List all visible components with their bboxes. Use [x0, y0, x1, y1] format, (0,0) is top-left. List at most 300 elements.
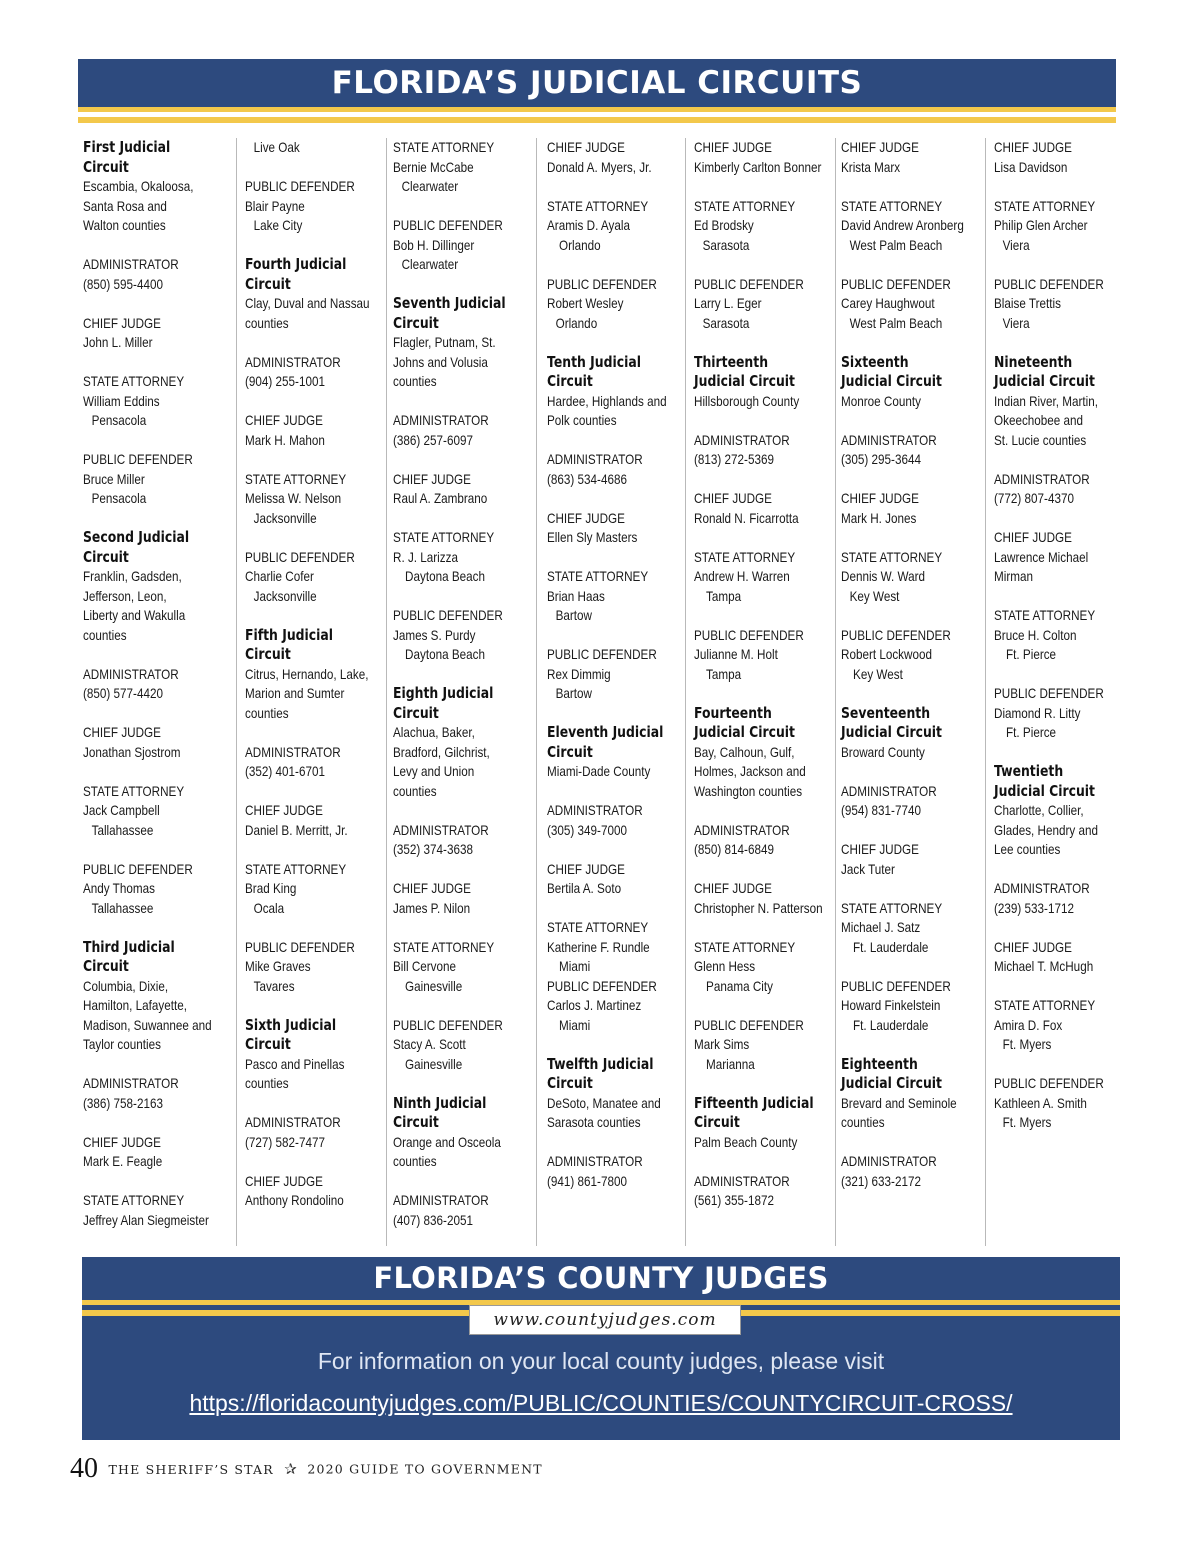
county-judges-title: FLORIDA’S COUNTY JUDGES — [373, 1261, 829, 1295]
spacer — [245, 782, 391, 802]
circuit-heading: Circuit — [547, 1074, 593, 1092]
entry-line: Rex Dimmig — [547, 666, 611, 682]
spacer — [994, 860, 1140, 880]
entry-line: Daytona Beach — [405, 569, 485, 584]
entry-line: (305) 295-3644 — [841, 452, 921, 467]
entry-line: Andrew H. Warren — [694, 569, 790, 584]
circuit-heading: Sixteenth — [841, 352, 909, 371]
entry-line: Ft. Myers — [1002, 1115, 1052, 1130]
spacer — [245, 918, 391, 938]
entry-line: PUBLIC DEFENDER — [994, 686, 1104, 701]
spacer — [694, 255, 840, 275]
spacer — [393, 197, 539, 217]
spacer — [393, 275, 539, 295]
circuit-heading: Thirteenth — [694, 352, 769, 371]
entry-line: Bay, Calhoun, Gulf, — [694, 744, 795, 760]
entry-line: Julianne M. Holt — [694, 647, 778, 662]
spacer — [547, 782, 693, 802]
spacer — [694, 411, 840, 431]
entry-line: PUBLIC DEFENDER — [393, 1017, 503, 1033]
entry-line: CHIEF JUDGE — [245, 1173, 323, 1189]
entry-line: (813) 272-5369 — [694, 452, 774, 467]
spacer — [245, 528, 391, 548]
entry-line: Live Oak — [253, 140, 300, 155]
spacer — [547, 333, 693, 353]
spacer — [245, 236, 391, 256]
spacer — [547, 548, 693, 568]
entry-line: counties — [393, 783, 437, 799]
entry-line: (352) 374-3638 — [393, 842, 473, 857]
entry-line: CHIEF JUDGE — [694, 491, 772, 506]
entry-line: ADMINISTRATOR — [694, 822, 790, 838]
spacer — [83, 509, 229, 529]
entry-line: counties — [841, 1115, 885, 1130]
circuit-heading: Circuit — [83, 957, 129, 975]
entry-line: Clay, Duval and Nassau — [245, 296, 370, 311]
circuit-heading: Judicial Circuit — [694, 372, 796, 390]
entry-line: STATE ATTORNEY — [393, 939, 495, 955]
entry-line: Amira D. Fox — [994, 1017, 1063, 1033]
gold-stripe — [78, 117, 1116, 123]
entry-line: CHIEF JUDGE — [393, 471, 471, 487]
spacer — [245, 450, 391, 470]
entry-line: STATE ATTORNEY — [83, 374, 185, 389]
circuit-heading: Seventeenth — [841, 703, 931, 722]
spacer — [393, 1074, 539, 1094]
circuit-heading: Third Judicial — [83, 937, 175, 956]
entry-line: CHIEF JUDGE — [694, 881, 772, 896]
entry-line: STATE ATTORNEY — [841, 198, 943, 214]
entry-line: PUBLIC DEFENDER — [841, 627, 951, 643]
entry-line: Clearwater — [401, 179, 459, 194]
entry-line: counties — [245, 705, 289, 721]
entry-line: Lake City — [253, 218, 303, 233]
circuit-heading: Judicial Circuit — [694, 723, 796, 741]
entry-line: Tampa — [706, 588, 742, 604]
entry-line: Stacy A. Scott — [393, 1037, 466, 1052]
entry-line: Carlos J. Martinez — [547, 998, 642, 1013]
spacer — [841, 411, 987, 431]
entry-line: Ft. Pierce — [1006, 647, 1057, 662]
entry-line: Ed Brodsky — [694, 218, 754, 233]
spacer — [994, 665, 1140, 685]
entry-line: counties — [83, 627, 127, 643]
spacer — [245, 333, 391, 353]
entry-line: Tavares — [253, 978, 295, 994]
entry-line: (954) 831-7740 — [841, 803, 921, 818]
entry-line: West Palm Beach — [849, 315, 943, 331]
entry-line: Melissa W. Nelson — [245, 491, 342, 506]
spacer — [694, 996, 840, 1016]
entry-line: STATE ATTORNEY — [547, 198, 649, 214]
entry-line: STATE ATTORNEY — [694, 939, 796, 955]
entry-line: Glades, Hendry and — [994, 822, 1098, 838]
entry-line: STATE ATTORNEY — [393, 530, 495, 545]
entry-line: CHIEF JUDGE — [245, 413, 323, 428]
entry-line: counties — [393, 374, 437, 389]
entry-line: Taylor counties — [83, 1037, 161, 1052]
entry-line: ADMINISTRATOR — [547, 803, 643, 818]
spacer — [694, 1152, 840, 1172]
circuit-heading: Twentieth — [994, 762, 1064, 780]
entry-line: DeSoto, Manatee and — [547, 1095, 661, 1111]
entry-line: Kimberly Carlton Bonner — [694, 159, 822, 175]
entry-line: (305) 349-7000 — [547, 822, 627, 838]
spacer — [841, 470, 987, 490]
entry-line: West Palm Beach — [849, 237, 943, 253]
entry-line: Jeffrey Alan Siegmeister — [83, 1212, 209, 1228]
entry-line: James P. Nilon — [393, 900, 471, 916]
spacer — [547, 177, 693, 197]
circuit-heading: Sixth Judicial — [245, 1015, 337, 1034]
spacer — [83, 918, 229, 938]
spacer — [694, 470, 840, 490]
entry-line: Orlando — [559, 237, 601, 253]
column-2 — [236, 138, 386, 1246]
entry-line: PUBLIC DEFENDER — [547, 276, 657, 292]
spacer — [994, 1055, 1140, 1075]
entry-line: ADMINISTRATOR — [83, 1076, 179, 1091]
entry-line: Michael T. McHugh — [994, 959, 1094, 974]
entry-line: STATE ATTORNEY — [83, 1193, 185, 1208]
entry-line: STATE ATTORNEY — [841, 549, 943, 565]
spacer — [245, 840, 391, 860]
spacer — [841, 684, 987, 704]
entry-line: ADMINISTRATOR — [393, 1193, 489, 1208]
column-4 — [536, 138, 685, 1246]
page-number: 40 — [70, 1453, 98, 1484]
entry-line: Brevard and Seminole — [841, 1095, 957, 1111]
entry-line: Charlie Cofer — [245, 569, 314, 584]
entry-line: Glenn Hess — [694, 959, 756, 974]
entry-line: Aramis D. Ayala — [547, 218, 630, 233]
entry-line: CHIEF JUDGE — [547, 140, 625, 155]
entry-line: ADMINISTRATOR — [83, 257, 179, 272]
entry-line: Michael J. Satz — [841, 920, 921, 935]
entry-line: Pensacola — [91, 491, 147, 506]
entry-line: Jefferson, Leon, — [83, 588, 167, 604]
circuit-heading: Judicial Circuit — [994, 781, 1096, 800]
spacer — [841, 255, 987, 275]
spacer — [245, 606, 391, 626]
spacer — [393, 860, 539, 880]
spacer — [393, 450, 539, 470]
entry-line: Hardee, Highlands and — [547, 393, 667, 409]
entry-line: ADMINISTRATOR — [841, 432, 937, 448]
entry-line: (941) 861-7800 — [547, 1173, 627, 1189]
entry-line: ADMINISTRATOR — [393, 822, 489, 838]
spacer — [841, 879, 987, 899]
entry-line: Polk counties — [547, 413, 617, 428]
entry-line: Viera — [1002, 237, 1030, 253]
entry-line: Brian Haas — [547, 588, 605, 604]
circuit-heading: Circuit — [547, 372, 593, 390]
entry-line: (850) 814-6849 — [694, 842, 774, 857]
spacer — [994, 977, 1140, 997]
entry-line: Robert Lockwood — [841, 647, 932, 662]
spacer — [393, 996, 539, 1016]
entry-line: Ft. Pierce — [1006, 725, 1057, 740]
entry-line: Levy and Union — [393, 764, 475, 779]
entry-line: Ft. Lauderdale — [853, 1017, 929, 1033]
page-title: FLORIDA’S JUDICIAL CIRCUITS — [331, 65, 863, 101]
entry-line: PUBLIC DEFENDER — [393, 608, 503, 623]
entry-line: Howard Finkelstein — [841, 998, 941, 1013]
entry-line: Blaise Trettis — [994, 296, 1061, 311]
entry-line: Jacksonville — [253, 510, 317, 526]
entry-line: Hamilton, Lafayette, — [83, 998, 187, 1013]
entry-line: Broward County — [841, 744, 925, 760]
entry-line: (239) 533-1712 — [994, 900, 1074, 916]
entry-line: (561) 355-1872 — [694, 1193, 774, 1208]
entry-line: Ellen Sly Masters — [547, 530, 638, 545]
entry-line: CHIEF JUDGE — [245, 803, 323, 818]
column-1 — [83, 138, 235, 1246]
entry-line: (386) 758-2163 — [83, 1095, 163, 1111]
circuit-heading: Circuit — [245, 645, 291, 663]
entry-line: STATE ATTORNEY — [547, 920, 649, 935]
entry-line: Mark E. Feagle — [83, 1154, 163, 1169]
entry-line: PUBLIC DEFENDER — [245, 939, 355, 955]
spacer — [994, 743, 1140, 763]
spacer — [393, 801, 539, 821]
entry-line: Daytona Beach — [405, 647, 485, 662]
spacer — [83, 704, 229, 724]
spacer — [393, 392, 539, 412]
entry-line: STATE ATTORNEY — [245, 471, 347, 487]
circuits-grid — [78, 138, 1120, 1250]
circuit-heading: Ninth Judicial — [393, 1093, 487, 1112]
spacer — [841, 957, 987, 977]
county-judges-site-link[interactable]: www.countyjudges.com — [469, 1305, 741, 1335]
spacer — [841, 1035, 987, 1055]
entry-line: Ocala — [253, 900, 285, 916]
spacer — [994, 918, 1140, 938]
entry-line: PUBLIC DEFENDER — [245, 549, 355, 565]
entry-line: PUBLIC DEFENDER — [994, 276, 1104, 292]
entry-line: Mark Sims — [694, 1037, 750, 1052]
entry-line: (727) 582-7477 — [245, 1134, 325, 1150]
entry-line: Lawrence Michael — [994, 549, 1089, 565]
entry-line: Miami — [559, 1017, 591, 1033]
entry-line: Key West — [853, 666, 903, 682]
entry-line: Philip Glen Archer — [994, 218, 1088, 233]
column-7 — [985, 138, 1120, 1246]
entry-line: Orange and Osceola — [393, 1134, 501, 1150]
entry-line: Indian River, Martin, — [994, 393, 1098, 409]
entry-line: William Eddins — [83, 393, 160, 409]
entry-line: Sarasota counties — [547, 1115, 641, 1130]
spacer — [841, 821, 987, 841]
circuit-heading: Tenth Judicial — [547, 352, 641, 371]
circuit-heading: Twelfth Judicial — [547, 1054, 654, 1073]
entry-line: Mike Graves — [245, 959, 311, 974]
entry-line: STATE ATTORNEY — [245, 861, 347, 877]
spacer — [694, 333, 840, 353]
circuit-heading: Eighteenth — [841, 1054, 918, 1073]
entry-line: ADMINISTRATOR — [547, 1154, 643, 1169]
circuit-heading: Nineteenth — [994, 352, 1073, 371]
entry-line: Viera — [1002, 315, 1030, 331]
entry-line: PUBLIC DEFENDER — [694, 276, 804, 292]
entry-line: Gainesville — [405, 978, 463, 994]
spacer — [393, 587, 539, 607]
entry-line: ADMINISTRATOR — [393, 413, 489, 428]
entry-line: STATE ATTORNEY — [547, 569, 649, 584]
entry-line: Ft. Lauderdale — [853, 939, 929, 955]
entry-line: (850) 595-4400 — [83, 276, 163, 292]
entry-line: CHIEF JUDGE — [994, 530, 1072, 545]
circuit-heading: Seventh Judicial — [393, 294, 506, 312]
entry-line: Christopher N. Patterson — [694, 900, 823, 916]
entry-line: Citrus, Hernando, Lake, — [245, 666, 369, 682]
spacer — [694, 801, 840, 821]
entry-line: Bartow — [555, 686, 592, 701]
entry-line: Liberty and Wakulla — [83, 608, 186, 623]
entry-line: Clearwater — [401, 257, 459, 272]
entry-line: STATE ATTORNEY — [994, 608, 1096, 623]
entry-line: CHIEF JUDGE — [547, 510, 625, 526]
entry-line: Alachua, Baker, — [393, 725, 475, 740]
entry-line: Jacksonville — [253, 588, 317, 604]
circuit-heading: Circuit — [694, 1113, 740, 1131]
entry-line: (904) 255-1001 — [245, 374, 325, 389]
entry-line: Okeechobee and — [994, 413, 1084, 428]
spacer — [245, 1094, 391, 1114]
entry-line: Bernie McCabe — [393, 159, 474, 175]
entry-line: STATE ATTORNEY — [393, 140, 495, 155]
circuit-heading: Circuit — [393, 313, 439, 332]
entry-line: Gainesville — [405, 1056, 463, 1072]
entry-line: Lisa Davidson — [994, 159, 1068, 175]
spacer — [83, 294, 229, 314]
spacer — [841, 1133, 987, 1153]
entry-line: (321) 633-2172 — [841, 1173, 921, 1189]
entry-line: (407) 836-2051 — [393, 1212, 473, 1228]
entry-line: CHIEF JUDGE — [841, 491, 919, 506]
spacer — [547, 1133, 693, 1153]
entry-line: (863) 534-4686 — [547, 471, 627, 487]
entry-line: CHIEF JUDGE — [994, 140, 1072, 155]
entry-line: Walton counties — [83, 218, 166, 233]
spacer — [994, 509, 1140, 529]
entry-line: CHIEF JUDGE — [547, 861, 625, 877]
spacer — [83, 431, 229, 451]
entry-line: STATE ATTORNEY — [694, 198, 796, 214]
entry-line: ADMINISTRATOR — [694, 432, 790, 448]
header-banner — [78, 59, 1116, 107]
entry-line: Orlando — [555, 315, 598, 331]
spacer — [994, 255, 1140, 275]
spacer — [841, 333, 987, 353]
spacer — [547, 626, 693, 646]
circuit-heading: Fourteenth — [694, 703, 772, 722]
entry-line: Bob H. Dillinger — [393, 237, 475, 253]
entry-line: Daniel B. Merritt, Jr. — [245, 822, 348, 838]
spacer — [547, 840, 693, 860]
entry-line: Holmes, Jackson and — [694, 764, 806, 779]
entry-line: STATE ATTORNEY — [994, 998, 1096, 1013]
circuit-heading: Second Judicial — [83, 528, 190, 546]
entry-line: Monroe County — [841, 393, 921, 409]
entry-line: Hillsborough County — [694, 393, 800, 409]
entry-line: Sarasota — [702, 315, 750, 331]
entry-line: Tallahassee — [91, 900, 154, 916]
entry-line: ADMINISTRATOR — [694, 1173, 790, 1189]
entry-line: Katherine F. Rundle — [547, 939, 650, 955]
spacer — [994, 450, 1140, 470]
entry-line: Tampa — [706, 666, 742, 682]
entry-line: Bruce H. Colton — [994, 627, 1077, 643]
entry-line: PUBLIC DEFENDER — [841, 276, 951, 292]
entry-line: James S. Purdy — [393, 627, 476, 643]
spacer — [841, 762, 987, 782]
entry-line: Bartow — [555, 608, 592, 623]
entry-line: Robert Wesley — [547, 296, 624, 311]
spacer — [994, 587, 1140, 607]
entry-line: Panama City — [706, 978, 773, 994]
entry-line: CHIEF JUDGE — [994, 939, 1072, 955]
entry-line: Santa Rosa and — [83, 198, 167, 214]
spacer — [245, 392, 391, 412]
entry-line: STATE ATTORNEY — [694, 549, 796, 565]
circuit-heading: First Judicial — [83, 138, 171, 156]
column-3 — [386, 138, 536, 1246]
gold-stripe — [78, 107, 1116, 112]
spacer — [694, 606, 840, 626]
entry-line: Palm Beach County — [694, 1134, 798, 1150]
entry-line: PUBLIC DEFENDER — [83, 452, 193, 467]
entry-line: Larry L. Eger — [694, 296, 762, 311]
entry-line: Pensacola — [91, 413, 147, 428]
entry-line: PUBLIC DEFENDER — [547, 978, 657, 994]
spacer — [245, 1152, 391, 1172]
spacer — [83, 236, 229, 256]
spacer — [83, 1172, 229, 1192]
entry-line: Bertila A. Soto — [547, 881, 622, 896]
entry-line: Jonathan Sjostrom — [83, 744, 181, 760]
entry-line: Bill Cervone — [393, 959, 457, 974]
entry-line: Johns and Volusia — [393, 354, 488, 370]
entry-line: PUBLIC DEFENDER — [841, 978, 951, 994]
entry-line: ADMINISTRATOR — [841, 783, 937, 799]
entry-line: Kathleen A. Smith — [994, 1095, 1087, 1111]
entry-line: counties — [245, 315, 289, 331]
entry-line: Marianna — [706, 1056, 755, 1072]
entry-line: PUBLIC DEFENDER — [83, 861, 193, 877]
entry-line: STATE ATTORNEY — [994, 198, 1096, 214]
entry-line: Flagler, Putnam, St. — [393, 335, 496, 350]
entry-line: Blair Payne — [245, 198, 305, 214]
entry-line: Bruce Miller — [83, 471, 145, 487]
entry-line: Ronald N. Ficarrotta — [694, 510, 799, 526]
guide-title: 2020 GUIDE TO GOVERNMENT — [307, 1461, 543, 1477]
entry-line: Mark H. Mahon — [245, 432, 325, 448]
spacer — [83, 840, 229, 860]
circuit-heading: Judicial Circuit — [841, 723, 943, 741]
entry-line: Raul A. Zambrano — [393, 491, 488, 506]
entry-line: CHIEF JUDGE — [841, 842, 919, 857]
entry-line: Carey Haughwout — [841, 296, 935, 311]
entry-line: ADMINISTRATOR — [245, 744, 341, 760]
entry-line: CHIEF JUDGE — [83, 315, 161, 331]
county-judges-info-link[interactable]: https://floridacountyjudges.com/PUBLIC/COUNTIES/COUNTYCIRCUIT-CROSS/ — [189, 1390, 1013, 1416]
column-6 — [835, 138, 985, 1246]
circuit-heading: Eighth Judicial — [393, 684, 494, 702]
entry-line: David Andrew Aronberg — [841, 218, 964, 233]
circuit-heading: Judicial Circuit — [841, 1074, 943, 1092]
entry-line: ADMINISTRATOR — [83, 666, 179, 682]
